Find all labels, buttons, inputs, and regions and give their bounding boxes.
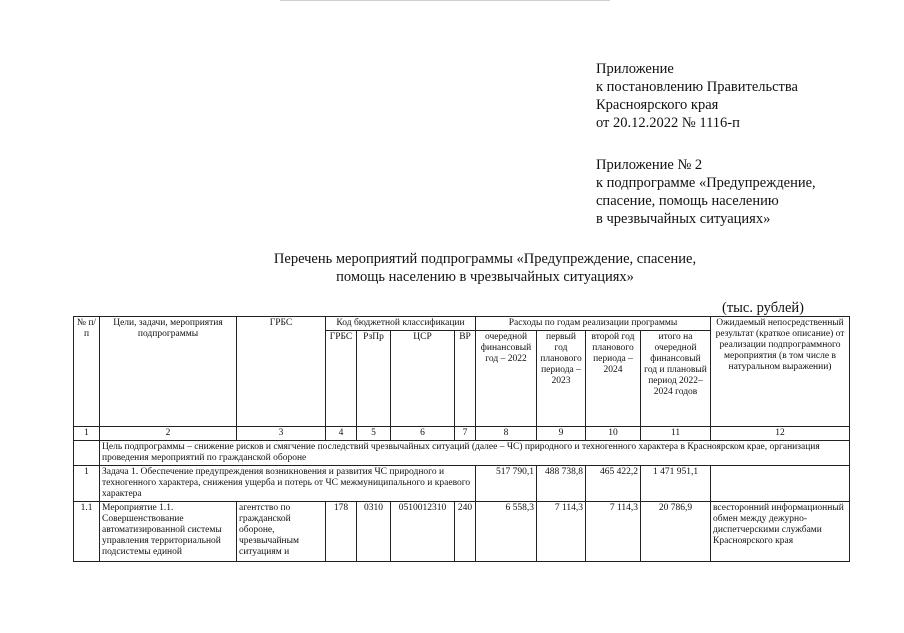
header-kbk-vr: ВР [455,331,476,427]
header-row-1 [74,317,850,331]
header-kbk-grbs: ГРБС [326,331,357,427]
col-number: 12 [711,427,850,441]
task-text: Задача 1. Обеспечение предупреждения возникновения и развития ЧС природного и техногенного характера, снижения ущерба и потерь от ЧС межмуниципального и краевого характера [100,466,476,502]
document-title [200,250,770,286]
header-kbk-csr: ЦСР [391,331,455,427]
measure-kbk-csr: 0510012310 [391,502,455,562]
col-number: 2 [100,427,237,441]
measure-y2023: 7 114,3 [537,502,586,562]
header-grbs: ГРБС [237,317,326,427]
header-year-2024: второй год планового периода – 2024 [586,331,641,427]
appendix-line: Красноярского края [596,97,719,113]
col-number: 9 [537,427,586,441]
col-number: 7 [455,427,476,441]
measure-total: 20 786,9 [641,502,711,562]
title-line-1: Перечень мероприятий подпрограммы «Предупреждение, спасение, [273,251,697,267]
col-number: 11 [641,427,711,441]
task-total: 1 471 951,1 [641,466,711,502]
appendix-line: к постановлению Правительства [596,79,798,95]
appendix-line: от 20.12.2022 № 1116-п [596,115,740,131]
header-year-2022: очередной финансовый год – 2022 [476,331,537,427]
col-number: 5 [357,427,391,441]
measure-row [74,502,850,562]
col-number: 1 [74,427,100,441]
measures-table [73,316,850,562]
header-result: Ожидаемый непосредственный результат (краткое описание) от реализации подпрограммного мероприятия (в том числе в натуральном выражении) [711,317,850,427]
col-number: 10 [586,427,641,441]
goal-text: Цель подпрограммы – снижение рисков и смягчение последствий чрезвычайных ситуаций (далее – ЧС) природного и техногенного характера в Красноярском крае, организация проведения мероприятий по гражданской обороне [100,441,850,466]
col-number: 6 [391,427,455,441]
goal-row [74,441,850,466]
col-number: 3 [237,427,326,441]
header-num: № п/п [74,317,100,427]
header-year-2023: первый год планового периода – 2023 [537,331,586,427]
appendix-line: спасение, помощь населению [596,193,779,209]
col-number: 8 [476,427,537,441]
measure-num: 1.1 [74,502,100,562]
measure-y2024: 7 114,3 [586,502,641,562]
title-line-2: помощь населению в чрезвычайных ситуациях» [336,269,634,285]
task-y2024: 465 422,2 [586,466,641,502]
measure-y2022: 6 558,3 [476,502,537,562]
appendix-line: Приложение № 2 [596,157,703,173]
appendix-line: Приложение [596,61,674,77]
measure-grbs: агентство по гражданской обороне, чрезвычайным ситуациям и [237,502,326,562]
appendix-block [596,60,816,228]
appendix-line: к подпрограмме «Предупреждение, [596,175,816,191]
measure-text: Мероприятие 1.1. Совершенствование автоматизированной системы управления территориальной подсистемы единой [100,502,237,562]
task-y2022: 517 790,1 [476,466,537,502]
col-number: 4 [326,427,357,441]
measure-kbk-rzpr: 0310 [357,502,391,562]
column-number-row [74,427,850,441]
task-num: 1 [74,466,100,502]
measure-kbk-grbs: 178 [326,502,357,562]
measure-result: всесторонний информационный обмен между дежурно-диспетчерскими службами Красноярского края [711,502,850,562]
task-y2023: 488 738,8 [537,466,586,502]
task-row [74,466,850,502]
header-kbk-rzpr: РзПр [357,331,391,427]
measure-kbk-vr: 240 [455,502,476,562]
header-goals: Цели, задачи, мероприятия подпрограммы [100,317,237,427]
header-kbk: Код бюджетной классификации [326,317,476,331]
unit-label: (тыс. рублей) [722,300,804,316]
appendix-line: в чрезвычайных ситуациях» [596,211,771,227]
top-edge-line [280,0,610,1]
header-total: итого на очередной финансовый год и плановый период 2022–2024 годов [641,331,711,427]
header-expenses: Расходы по годам реализации программы [476,317,711,331]
